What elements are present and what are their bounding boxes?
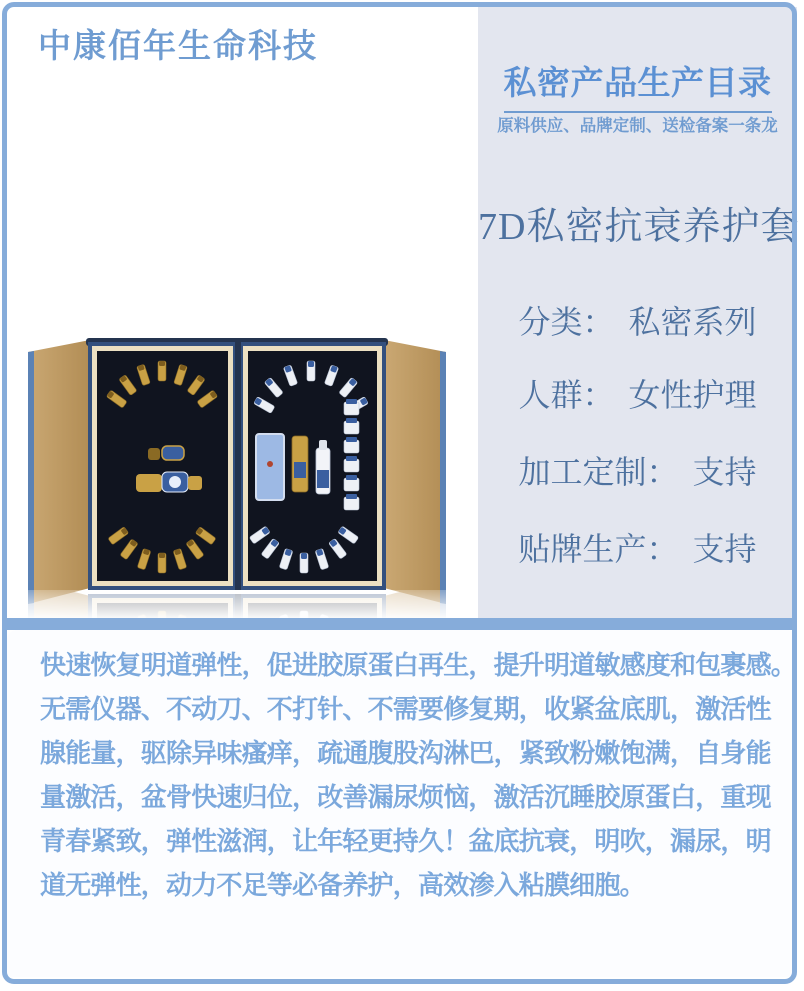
product-info-panel — [478, 7, 800, 618]
spec-label: 贴牌生产： — [518, 531, 679, 567]
spec-value: 女性护理 — [628, 377, 757, 413]
brand-logo: 中康佰年生命科技 — [38, 27, 318, 64]
spec-value: 私密系列 — [628, 304, 757, 340]
description-line: 腺能量，驱除异味瘙痒，疏通腹股沟淋巴，紧致粉嫩饱满，自身能 — [40, 738, 771, 768]
description-line: 道无弹性，动力不足等必备养护，高效渗入粘膜细胞。 — [40, 870, 645, 900]
spec-row-audience — [478, 370, 797, 416]
description-line: 量激活，盆骨快速归位，改善漏尿烦恼，激活沉睡胶原蛋白，重现 — [40, 782, 771, 812]
catalog-subtitle: 原料供应、品牌定制、送检备案一条龙 — [497, 117, 778, 135]
product-name: 7D私密抗衰养护套 — [478, 206, 800, 248]
spec-row-category — [478, 297, 797, 343]
spec-row-custom-processing — [478, 447, 797, 493]
description-panel — [7, 630, 797, 977]
spec-row-oem-production — [478, 524, 797, 570]
catalog-title: 私密产品生产目录 — [504, 57, 772, 113]
description-line: 快速恢复明道弹性，促进胶原蛋白再生，提升明道敏感度和包裹感。 — [40, 650, 797, 680]
description-line: 青春紧致，弹性滋润，让年轻更持久！盆底抗衰，明吹，漏尿，明 — [40, 826, 771, 856]
spec-value: 支持 — [692, 454, 757, 490]
spec-value: 支持 — [692, 531, 757, 567]
spec-label: 加工定制： — [518, 454, 679, 490]
section-divider — [7, 618, 797, 630]
product-photo — [28, 336, 446, 620]
description-text — [40, 643, 796, 907]
spec-label: 分类： — [518, 304, 615, 340]
description-line: 无需仪器、不动刀、不打针、不需要修复期，收紧盆底肌，激活性 — [40, 694, 771, 724]
spec-label: 人群： — [518, 377, 615, 413]
